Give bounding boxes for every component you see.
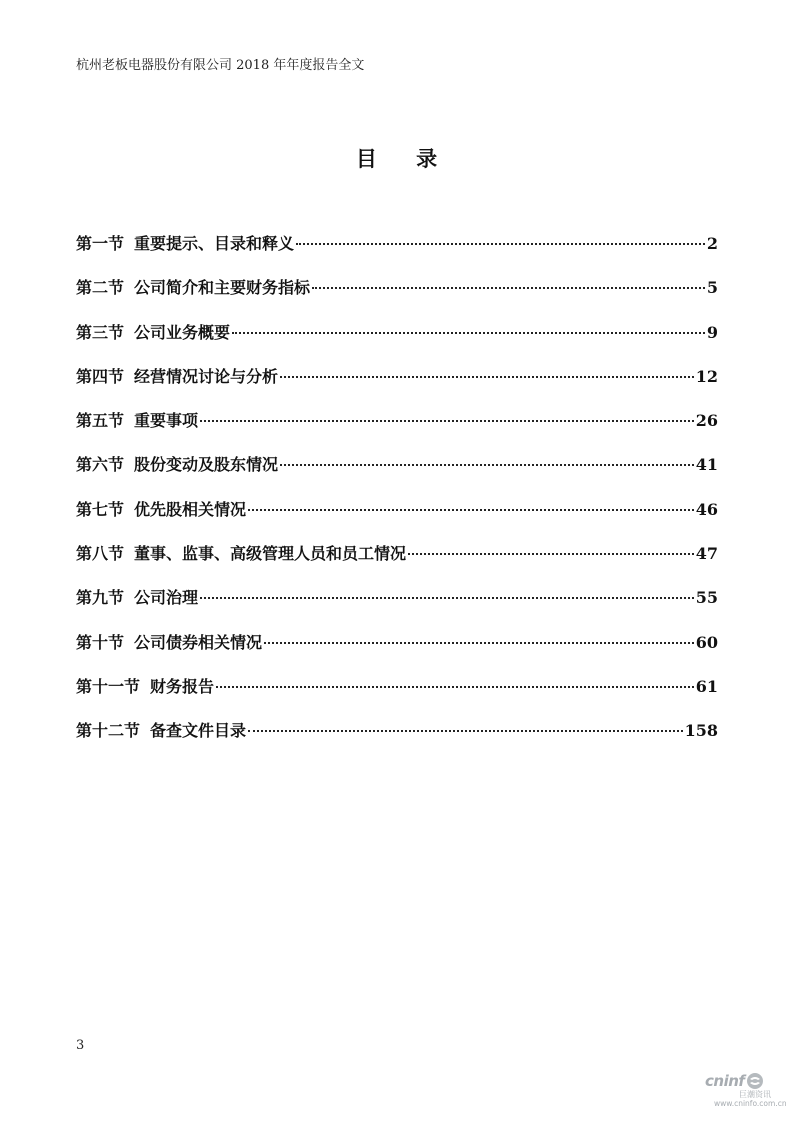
toc-section-number: 第十一节 [76, 676, 141, 696]
toc-entry[interactable] [76, 454, 718, 498]
toc-entry[interactable] [76, 587, 718, 631]
toc-dot-leader [248, 509, 694, 511]
toc-entry[interactable] [76, 543, 718, 587]
toc-entry[interactable] [76, 233, 718, 277]
toc-section-title: 财务报告 [150, 676, 215, 696]
toc-section-title: 公司治理 [134, 588, 199, 608]
toc-entry[interactable] [76, 322, 718, 366]
toc-page-number: 158 [684, 721, 718, 741]
toc-section-title: 优先股相关情况 [134, 499, 247, 519]
logo-text: cninf [705, 1072, 745, 1090]
toc-section-title: 公司业务概要 [134, 322, 231, 342]
logo-url: www.cninfo.com.cn [714, 1099, 787, 1108]
toc-section-number: 第九节 [76, 588, 125, 608]
toc-page-number: 47 [695, 544, 718, 564]
toc-page-number: 46 [695, 499, 718, 519]
toc-entry[interactable] [76, 499, 718, 543]
toc-section-number: 第二节 [76, 278, 125, 298]
toc-section-number: 第十节 [76, 632, 125, 652]
toc-dot-leader [312, 287, 705, 289]
toc-page-number: 41 [695, 455, 718, 475]
toc-section-title: 公司简介和主要财务指标 [134, 278, 311, 298]
toc-section-title: 董事、监事、高级管理人员和员工情况 [134, 544, 407, 564]
toc-section-number: 第十二节 [76, 721, 141, 741]
toc-page-number: 61 [695, 676, 718, 696]
toc-section-number: 第六节 [76, 455, 125, 475]
toc-dot-leader [280, 464, 694, 466]
cninfo-watermark [705, 1072, 785, 1112]
toc-page-number: 55 [695, 588, 718, 608]
toc-entry[interactable] [76, 632, 718, 676]
toc-dot-leader [232, 332, 705, 334]
toc-section-number: 第四节 [76, 366, 125, 386]
toc-entry[interactable] [76, 720, 718, 764]
toc-section-number: 第八节 [76, 544, 125, 564]
toc-section-number: 第五节 [76, 411, 125, 431]
toc-dot-leader [200, 597, 694, 599]
toc-page-number: 26 [695, 411, 718, 431]
logo-chinese-name: 巨潮资讯 [739, 1090, 771, 1099]
toc-section-title: 股份变动及股东情况 [134, 455, 279, 475]
toc-page-number: 12 [695, 366, 718, 386]
page-title: 目 录 [355, 147, 454, 171]
toc-dot-leader [408, 553, 694, 555]
toc-section-number: 第一节 [76, 234, 125, 253]
toc-dot-leader [200, 420, 694, 422]
toc-dot-leader [280, 376, 694, 378]
toc-section-title: 重要事项 [134, 411, 199, 431]
toc-section-title: 经营情况讨论与分析 [134, 366, 279, 386]
toc-dot-leader [264, 642, 694, 644]
toc-section-title: 公司债券相关情况 [134, 632, 263, 652]
toc-entry[interactable] [76, 277, 718, 321]
toc-page-number: 2 [706, 234, 718, 253]
toc-entry[interactable] [76, 366, 718, 410]
toc-dot-leader [296, 243, 705, 245]
toc-section-number: 第三节 [76, 322, 125, 342]
toc-dot-leader [216, 686, 694, 688]
toc-entry[interactable] [76, 676, 718, 720]
toc-entry[interactable] [76, 410, 718, 454]
toc-page-number: 60 [695, 632, 718, 652]
toc-section-title: 备查文件目录 [150, 721, 247, 741]
toc-page-number: 9 [706, 322, 718, 342]
toc-dot-leader [248, 730, 683, 732]
toc-section-title: 重要提示、目录和释义 [134, 234, 295, 253]
document-header: 杭州老板电器股份有限公司 2018 年年度报告全文 [76, 58, 365, 73]
page-number: 3 [76, 1038, 85, 1053]
cninfo-logo-icon [746, 1072, 764, 1090]
table-of-contents [76, 233, 718, 765]
toc-section-number: 第七节 [76, 499, 125, 519]
toc-page-number: 5 [706, 278, 718, 298]
